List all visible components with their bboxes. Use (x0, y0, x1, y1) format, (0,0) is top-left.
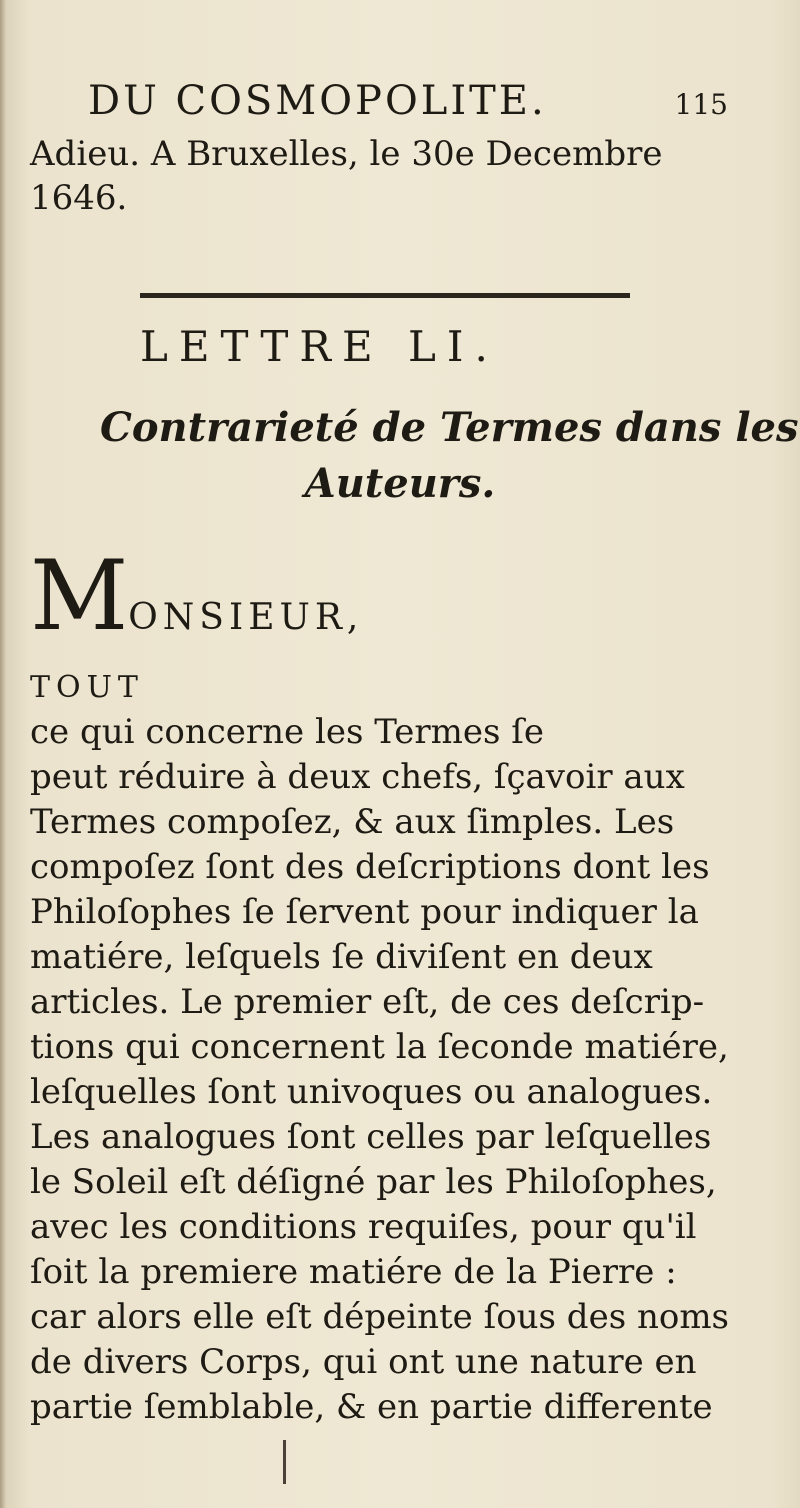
subtitle-line: Contrarieté de Termes dans les (100, 404, 799, 451)
section-rule (140, 293, 630, 298)
text-line: articles. Le premier eſt, de ces deſcrip- (30, 982, 705, 1022)
text-line: matiére, leſquels ſe diviſent en deux (30, 937, 653, 977)
text-line: leſquelles ſont univoques ou analogues. (30, 1072, 713, 1112)
line-text: ce qui concerne les Termes ſe (30, 712, 544, 752)
salutation-text: ONSIEUR, (128, 597, 364, 638)
text-line: le Soleil eſt déſigné par les Philoſophes, (30, 1162, 717, 1202)
text-line: peut réduire à deux chefs, ſçavoir aux (30, 757, 685, 797)
text-line (30, 665, 730, 755)
text-line: 1646. (30, 178, 128, 218)
subtitle-line: Auteurs. (304, 460, 496, 507)
running-title: DU COSMOPOLITE. (88, 78, 547, 124)
page-number: 115 (674, 88, 728, 121)
text-line: Philoſophes ſe ſervent pour indiquer la (30, 892, 699, 932)
letter-subtitle (100, 400, 799, 512)
text-line: car alors elle eſt dépeinte ſous des noms (30, 1297, 730, 1337)
printer-mark (283, 1440, 286, 1484)
opening-word: TOUT (30, 670, 144, 705)
salutation (30, 540, 364, 652)
text-line: Les analogues ſont celles par leſquelles (30, 1117, 712, 1157)
text-line: Adieu. A Bruxelles, le 30e Decembre (30, 134, 663, 174)
letter-title: LETTRE LI. (140, 322, 499, 371)
text-line: avec les conditions requiſes, pour qu'il (30, 1207, 697, 1247)
text-line: partie ſemblable, & en partie differente (30, 1387, 713, 1427)
text-line: ſoit la premiere matiére de la Pierre : (30, 1252, 677, 1292)
text-line: Termes compoſez, & aux ſimples. Les (30, 802, 675, 842)
previous-letter-closing (30, 132, 730, 220)
drop-cap: M (30, 540, 129, 652)
text-line: compoſez ſont des deſcriptions dont les (30, 847, 710, 887)
running-head (88, 78, 728, 128)
page-gutter-shadow (0, 0, 6, 1508)
letter-body (30, 665, 730, 1430)
text-line: de divers Corps, qui ont une nature en (30, 1342, 697, 1382)
text-line: tions qui concernent la ſeconde matiére, (30, 1027, 729, 1067)
